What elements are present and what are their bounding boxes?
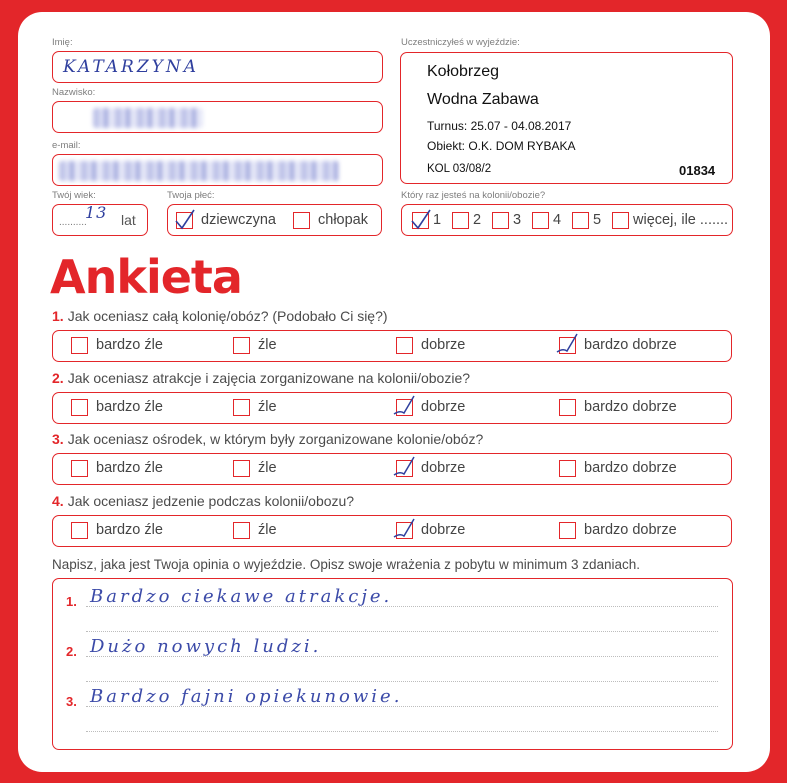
check-mark-icon <box>172 207 198 233</box>
rating-checkbox[interactable] <box>559 522 576 539</box>
age-label: Twój wiek: <box>52 190 96 201</box>
rating-row-3 <box>52 453 732 485</box>
times-checkbox-5[interactable] <box>572 212 589 229</box>
camp-turnus: Turnus: 25.07 - 04.08.2017 <box>427 119 572 133</box>
trip-label: Uczestniczyłeś w wyjeździe: <box>401 37 520 48</box>
rating-checkbox[interactable] <box>71 399 88 416</box>
rating-checkbox[interactable] <box>396 399 413 416</box>
rating-option-label: źle <box>258 522 277 538</box>
writing-line <box>86 631 718 632</box>
rating-option-label: bardzo dobrze <box>584 460 677 476</box>
sex-field <box>167 204 382 236</box>
sex-option-girl: dziewczyna <box>201 212 276 228</box>
redacted-email <box>59 161 339 181</box>
times-option-more: więcej, ile ....... <box>633 212 729 228</box>
writing-line <box>86 731 718 732</box>
rating-checkbox[interactable] <box>233 399 250 416</box>
rating-checkbox[interactable] <box>559 460 576 477</box>
times-field <box>401 204 733 236</box>
surname-label: Nazwisko: <box>52 87 96 98</box>
question-number: 3. <box>52 431 64 447</box>
rating-checkbox[interactable] <box>233 522 250 539</box>
question-text: Jak oceniasz atrakcje i zajęcia zorganizowane na kolonii/obozie? <box>67 370 471 386</box>
rating-option-label: dobrze <box>421 460 466 476</box>
rating-checkbox[interactable] <box>396 337 413 354</box>
sex-label: Twoja płeć: <box>167 190 215 201</box>
question-text: Jak oceniasz ośrodek, w którym były zorganizowane kolonie/obóz? <box>67 431 484 447</box>
age-field[interactable] <box>52 204 148 236</box>
sex-option-boy: chłopak <box>318 212 368 228</box>
camp-name: Wodna Zabawa <box>427 91 539 108</box>
age-unit: lat <box>121 212 136 228</box>
page-title: Ankieta <box>50 250 242 304</box>
camp-city: Kołobrzeg <box>427 63 500 80</box>
rating-option-label: bardzo źle <box>96 337 163 353</box>
question-3 <box>52 431 483 447</box>
name-label: Imię: <box>52 37 73 48</box>
rating-checkbox[interactable] <box>71 460 88 477</box>
sex-checkbox-girl[interactable] <box>176 212 193 229</box>
question-text: Jak oceniasz całą kolonię/obóz? (Podobało Ci się?) <box>67 308 388 324</box>
rating-row-2 <box>52 392 732 424</box>
writing-line <box>86 606 718 607</box>
rating-checkbox[interactable] <box>559 337 576 354</box>
age-dots: .......... <box>59 217 87 228</box>
check-mark-icon <box>392 517 418 543</box>
opinion-line-number: 3. <box>66 694 77 709</box>
rating-option-label: źle <box>258 337 277 353</box>
rating-option-label: bardzo dobrze <box>584 399 677 415</box>
rating-checkbox[interactable] <box>559 399 576 416</box>
camp-number: 01834 <box>679 163 716 178</box>
opinion-line-text: Bardzo fajni opiekunowie. <box>90 686 403 707</box>
surname-field[interactable] <box>52 101 383 133</box>
writing-line <box>86 656 718 657</box>
camp-info-box <box>400 52 733 184</box>
times-option-5: 5 <box>593 212 602 228</box>
name-value: KATARZYNA <box>63 57 200 77</box>
times-option-3: 3 <box>513 212 522 228</box>
rating-row-1 <box>52 330 732 362</box>
camp-code: KOL 03/08/2 <box>427 163 492 175</box>
name-field[interactable] <box>52 51 383 83</box>
rating-option-label: źle <box>258 399 277 415</box>
sex-checkbox-boy[interactable] <box>293 212 310 229</box>
question-4 <box>52 493 354 509</box>
rating-checkbox[interactable] <box>396 460 413 477</box>
check-mark-icon <box>392 455 418 481</box>
times-checkbox-4[interactable] <box>532 212 549 229</box>
check-mark-icon <box>392 394 418 420</box>
rating-option-label: bardzo dobrze <box>584 337 677 353</box>
question-number: 1. <box>52 308 64 324</box>
times-checkbox-3[interactable] <box>492 212 509 229</box>
question-1 <box>52 308 388 324</box>
check-mark-icon <box>408 207 434 233</box>
rating-row-4 <box>52 515 732 547</box>
times-option-1: 1 <box>433 212 442 228</box>
question-text: Jak oceniasz jedzenie podczas kolonii/obozu? <box>67 493 355 509</box>
question-number: 2. <box>52 370 64 386</box>
times-checkbox-1[interactable] <box>412 212 429 229</box>
opinion-prompt: Napisz, jaka jest Twoja opinia o wyjeździe. Opisz swoje wrażenia z pobytu w minimum 3 zdaniach. <box>52 557 641 572</box>
email-field[interactable] <box>52 154 383 186</box>
rating-option-label: dobrze <box>421 337 466 353</box>
writing-line <box>86 681 718 682</box>
rating-option-label: bardzo źle <box>96 460 163 476</box>
age-value: 13 <box>85 203 108 222</box>
times-option-4: 4 <box>553 212 562 228</box>
camp-object: Obiekt: O.K. DOM RYBAKA <box>427 139 576 153</box>
times-label: Który raz jesteś na kolonii/obozie? <box>401 190 546 201</box>
rating-option-label: dobrze <box>421 522 466 538</box>
opinion-line-text: Bardzo ciekawe atrakcje. <box>90 586 393 607</box>
opinion-line-text: Dużo nowych ludzi. <box>90 636 322 657</box>
rating-option-label: dobrze <box>421 399 466 415</box>
question-2 <box>52 370 470 386</box>
check-mark-icon <box>555 332 581 358</box>
rating-checkbox[interactable] <box>396 522 413 539</box>
rating-checkbox[interactable] <box>71 337 88 354</box>
times-checkbox-2[interactable] <box>452 212 469 229</box>
opinion-line-number: 1. <box>66 594 77 609</box>
writing-line <box>86 706 718 707</box>
times-checkbox-more[interactable] <box>612 212 629 229</box>
rating-option-label: źle <box>258 460 277 476</box>
rating-option-label: bardzo źle <box>96 399 163 415</box>
question-number: 4. <box>52 493 64 509</box>
times-option-2: 2 <box>473 212 482 228</box>
email-label: e-mail: <box>52 140 81 151</box>
rating-option-label: bardzo dobrze <box>584 522 677 538</box>
opinion-line-number: 2. <box>66 644 77 659</box>
rating-checkbox[interactable] <box>233 337 250 354</box>
rating-option-label: bardzo źle <box>96 522 163 538</box>
rating-checkbox[interactable] <box>71 522 88 539</box>
redacted-surname <box>93 108 203 128</box>
rating-checkbox[interactable] <box>233 460 250 477</box>
